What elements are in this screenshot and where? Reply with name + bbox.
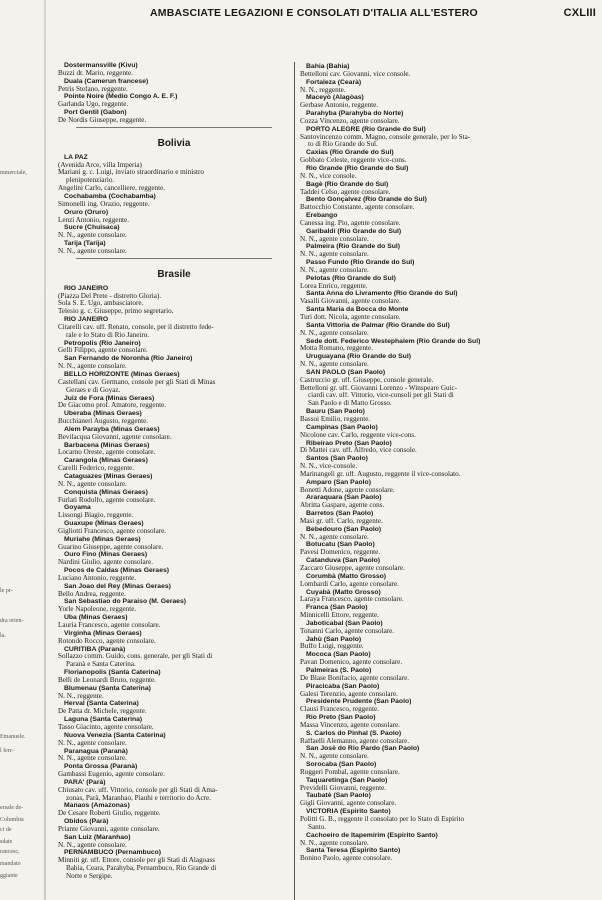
entry-line: Di Mattei cav. uff. Alfredo, vice console. <box>300 447 417 455</box>
entry-line: Bettelloni cav. Giovanni, vice console. <box>300 70 411 78</box>
entry-line: Lenzi Antonio, reggente. <box>58 216 129 224</box>
location-heading: PERNAMBUCO (Pernambuco) <box>64 849 162 857</box>
entry-continuation: Santo. <box>308 823 327 831</box>
entry-line: Simonelli ing. Orazio, reggente. <box>58 200 150 208</box>
entry-line: Garlanda Ugo, reggente. <box>58 101 129 109</box>
entry-line: Gelli Filippo, agente consolare. <box>58 347 148 355</box>
location-heading: Amparo (San Paolo) <box>306 478 371 486</box>
location-heading: Santa Anna do Livramento (Rio Grande do Sul) <box>306 290 458 298</box>
entry-line: N. N., agente consolare. <box>300 533 369 541</box>
location-heading: Bento Gonçalvez (Rio Grande do Sul) <box>306 196 427 204</box>
location-heading: CURITIBA (Paranà) <box>64 645 126 653</box>
location-heading: Piracicaba (San Paolo) <box>306 682 380 690</box>
location-heading: Barretos (San Paolo) <box>306 510 374 518</box>
location-heading: Petropolis (Rio Janeiro) <box>64 339 141 347</box>
entry-continuation: plenipotenziario. <box>66 177 115 185</box>
entry-line: Tonanni Carlo, agente consolare. <box>300 627 395 635</box>
entry-line: N. N., agente consolare. <box>300 361 369 369</box>
entry-line: Laraya Francesco, agente consolare. <box>300 596 404 604</box>
location-heading: Uba (Minas Geraes) <box>64 614 128 622</box>
entry-line: Nicolone cav. Carlo, reggente vice-cons. <box>300 431 416 439</box>
entry-line: N. N., agente consolare. <box>300 329 369 337</box>
entry-line: Masi gr. uff. Carlo, reggente. <box>300 517 383 525</box>
entry-line: Buzzi dr. Mario, reggente. <box>58 69 133 77</box>
margin-fragment: sdate <box>0 839 13 845</box>
entry-line: Carelli Federico, reggente. <box>58 465 135 473</box>
location-heading: Nuova Venezia (Santa Caterina) <box>64 731 166 739</box>
entry-line: Rotondo Rocco, agente consolare. <box>58 637 156 645</box>
entry-line: Zaccaro Giuseppe, agente consolare. <box>300 565 405 572</box>
location-heading: Cachoeiro de Itapemirim (Espirito Santo) <box>306 831 438 839</box>
entry-line: N. N., vice console. <box>300 172 357 180</box>
entry-line: Massa Vincenzo, agente consolare. <box>300 721 400 729</box>
entry-line: Citarelli cav. uff. Renato, console, per il distretto fede- <box>58 323 214 331</box>
location-heading: Carangola (Minas Geraes) <box>64 457 148 465</box>
location-heading: Presidente Prudente (San Paolo) <box>306 698 412 706</box>
entry-line: Lorea Enrico, reggente. <box>300 282 368 290</box>
page-gutter <box>44 0 46 900</box>
entry-continuation: Norte e Sergipe. <box>66 873 113 880</box>
entry-line: Sollazzo comm. Guido, cons. generale, per gli Stati di <box>58 653 213 661</box>
entry-continuation: Bahia, Ceara, Parahyba, Pernambuco, Rio Grande di <box>66 865 217 873</box>
entry-line: Furlati Rodolfo, agente consolare. <box>58 496 156 504</box>
entry-line: Ruggeri Pombal, agente consolare. <box>300 768 400 776</box>
location-heading: Barbacena (Minas Geraes) <box>64 441 150 449</box>
entry-continuation: zonas, Parà, Maranhao, Piauhi e territorio do Acre. <box>66 794 211 802</box>
entry-line: Lissongi Biagio, reggente. <box>58 512 134 520</box>
entry-continuation: to di Rio Grande do Sul. <box>308 141 378 149</box>
entry-line: Chiusato cav. uff. Vittorio, console per gli Stati di Ama- <box>58 786 218 794</box>
location-heading: Dostermansville (Kivu) <box>64 62 138 69</box>
entry-line: Bello Andrea, reggente. <box>58 590 126 598</box>
location-heading: Fortaleza (Cearà) <box>306 78 362 86</box>
location-heading: Catanduva (San Paolo) <box>306 557 381 565</box>
location-heading: San Josè do Rio Pardo (San Paolo) <box>306 745 420 753</box>
location-heading: Ribeirao Preto (San Paolo) <box>306 439 392 447</box>
location-heading: Uruguayana (Rio Grande do Sul) <box>306 353 411 361</box>
entry-line: Pavesi Domenico, reggente. <box>300 549 381 557</box>
location-heading: Guaxupe (Minas Geraes) <box>64 520 144 528</box>
location-heading: Bahia (Bahia) <box>306 63 350 70</box>
location-heading: Bebedouro (San Paolo) <box>306 525 382 533</box>
location-heading: Obidos (Parà) <box>64 818 109 826</box>
location-heading: Maceyò (Alagòas) <box>306 94 364 102</box>
margin-fragment: rancesc, <box>0 849 20 855</box>
location-heading: Pointe Noire (Medio Congo A. E. F.) <box>64 93 178 101</box>
entry-line: Abritta Gaspare, agente cons. <box>300 502 385 510</box>
entry-line: Galesi Terenzio, agente consolare. <box>300 690 398 698</box>
location-heading: Caxias (Rio Grande do Sul) <box>306 149 394 157</box>
entry-line: N. N., vice-console. <box>300 463 358 471</box>
entry-line: Pavan Domenico, agente consolare. <box>300 659 403 667</box>
location-heading: Sucre (Chuisaca) <box>64 224 120 232</box>
location-heading: Corumbà (Matto Grosso) <box>306 572 387 580</box>
country-heading: Brasile <box>157 268 191 280</box>
location-heading: Uberaba (Minas Geraes) <box>64 410 142 418</box>
entry-line: Lauria Francesco, agente consolare. <box>58 622 161 629</box>
location-heading: Juiz de Fora (Minas Geraes) <box>64 394 155 402</box>
location-heading: San Sebastiao do Paraiso (M. Geraes) <box>64 598 187 606</box>
entry-continuation: rale e lo Stato di Rio Janeiro. <box>66 331 150 339</box>
location-heading: Araraquara (San Paolo) <box>306 494 382 502</box>
location-heading: Herval (Santa Caterina) <box>64 700 139 708</box>
location-heading: Santa Maria da Bocca do Monte <box>306 306 409 314</box>
entry-line: N. N., agente consolare. <box>58 247 127 255</box>
location-heading: Santa Vittoria de Palmar (Rio Grande do Sul) <box>306 321 450 329</box>
left-margin-bleed <box>0 0 40 900</box>
entry-line: De Blase Bonifacio, agente consolare. <box>300 674 410 682</box>
entry-line: Buffo Luigi, reggente. <box>300 643 364 651</box>
entry-line: Minnicelli Ettore, reggente. <box>300 612 379 620</box>
column-divider <box>294 62 295 900</box>
entry-line: Tasso Giacinto, agente consolare. <box>58 723 154 731</box>
entry-line: Minniti gr. uff. Ettore, console per gli Stati di Alagoass <box>58 857 215 865</box>
entry-line: Canessa ing. Pio, agente consolare. <box>300 219 401 227</box>
entry-line: Telesio g. c. Giuseppe, primo segretario. <box>58 308 174 316</box>
location-heading: Taquaretinga (San Paolo) <box>306 776 388 784</box>
location-heading: Rio Grande (Rio Grande do Sul) <box>306 164 409 172</box>
entry-line: N. N., agente consolare. <box>58 480 127 488</box>
entry-line: Bonino Paolo, agente consolare. <box>300 855 393 863</box>
location-heading: Jahù (San Paolo) <box>306 635 362 643</box>
entry-line: Vasalli Giovanni, agente consolare. <box>300 298 401 306</box>
entry-line: Priante Giovanni, agente consolare. <box>58 825 160 833</box>
entry-continuation: ciardi cav. uff. Vittorio, vice-consoli per gli Stati di <box>308 392 454 400</box>
location-heading: Santos (San Paolo) <box>306 455 368 463</box>
entry-line: Yorle Napoleone, reggente. <box>58 606 137 614</box>
location-heading: Oruro (Oruro) <box>64 208 109 216</box>
entry-line: Angelini Carlo, cancelliere, reggente. <box>58 185 166 193</box>
entry-line: N. N., agente consolare. <box>58 755 127 763</box>
entry-line: Gambassi Eugenio, agente consolare. <box>58 771 165 779</box>
margin-fragment: Columbia <box>0 817 24 823</box>
location-heading: Passo Fundo (Rio Grande do Sul) <box>306 259 415 267</box>
header-title: AMBASCIATE LEGAZIONI E CONSOLATI D'ITALIA ALL'ESTERO <box>150 7 478 19</box>
location-heading: Cuyabà (Matto Grosso) <box>306 588 381 596</box>
entry-line: Taddei Celso, agente consolare. <box>300 188 391 196</box>
location-heading: Palmeira (Rio Grande do Sul) <box>306 243 401 251</box>
entry-line: N. N., agente consolare. <box>300 235 369 243</box>
location-heading: Bagè (Rio Grande do Sul) <box>306 180 389 188</box>
entry-line: De Patta dr. Michele, reggente. <box>58 708 147 716</box>
entry-line: N. N., reggente. <box>58 692 104 700</box>
entry-line: N. N., agente consolare. <box>300 839 369 847</box>
entry-line: Politti G. B., reggente il consolato per lo Stato di Espirito <box>300 816 465 823</box>
location-heading: San Luiz (Maranhao) <box>64 833 131 841</box>
entry-line: De Nordis Giuseppe, reggente. <box>58 116 147 124</box>
entry-continuation: Geraes e di Goyaz. <box>66 386 121 394</box>
entry-line: Mariani g. c. Luigi, inviato straordinario e ministro <box>58 169 204 177</box>
location-heading: Cataguazes (Minas Geraes) <box>64 472 153 480</box>
entry-line: Luciano Antonio, reggente. <box>58 574 137 582</box>
location-heading: Conquista (Minas Geraes) <box>64 488 148 496</box>
margin-fragment: ersale de- <box>0 805 24 811</box>
location-heading: Paranagua (Paranà) <box>64 747 128 755</box>
location-heading: Cochabamba (Cochabamba) <box>64 192 156 200</box>
margin-fragment: Emanuele. <box>0 734 26 740</box>
location-heading: Erebango <box>306 212 338 220</box>
entry-line: N. N., reggente. <box>300 86 346 94</box>
location-heading: LA PAZ <box>64 153 88 161</box>
section-rule <box>58 125 290 130</box>
entry-line: Gigliotti Francesco, agente consolare. <box>58 527 167 535</box>
entry-line: N. N., agente consolare. <box>58 841 127 849</box>
location-heading: Goyama <box>64 504 91 512</box>
location-heading: Botucatu (San Paolo) <box>306 541 375 549</box>
margin-fragment: dra orien- <box>0 618 24 624</box>
entry-line: Petris Stefano, reggente. <box>58 85 128 93</box>
location-heading: Campinas (San Paolo) <box>306 423 378 431</box>
entry-line: Gerbase Antonio, reggente. <box>300 102 379 110</box>
location-heading: Sorocaba (San Paolo) <box>306 761 377 769</box>
location-heading: PORTO ALEGRE (Rio Grande do Sul) <box>306 125 426 133</box>
entry-line: N. N., agente consolare. <box>300 266 369 274</box>
location-heading: Pocos de Caldas (Minas Geraes) <box>64 567 170 575</box>
location-heading: Palmeiras (S. Paolo) <box>306 666 372 674</box>
location-heading: RIO JANEIRO <box>64 284 109 292</box>
entry-line: Bonetti Adone, agente consolare. <box>300 486 395 494</box>
location-heading: Duala (Camerun francese) <box>64 77 149 85</box>
location-heading: Ouro Fino (Minas Geraes) <box>64 551 148 559</box>
entry-line: De Giacomo prof. Amatore, reggente. <box>58 402 167 410</box>
entry-line: Santovincenzo comm. Magno, console generale, per lo Sta- <box>300 133 471 141</box>
entry-line: Previdelli Giovanni, reggente. <box>300 784 387 792</box>
location-heading: Muriahe (Minas Geraes) <box>64 535 141 543</box>
margin-fragment: l ferr- <box>0 748 14 754</box>
location-heading: Laguna (Santa Caterina) <box>64 716 143 724</box>
entry-line: Turi dott. Nicola, agente consolare. <box>300 314 401 321</box>
entry-line: Bettelloni gr. uff. Giovanni Lorenzo - Winspeare Guic- <box>300 384 458 392</box>
entry-line: (Avenida Arce, villa Imperia) <box>58 161 142 169</box>
entry-line: Clausi Francesco, reggente. <box>300 706 379 714</box>
entry-line: N. N., agente consolare. <box>300 251 369 259</box>
location-heading: Bauru (San Paolo) <box>306 408 365 416</box>
entry-line: Bevilacqua Giovanni, agente consolare. <box>58 433 172 441</box>
location-heading: Franca (San Paolo) <box>306 604 368 612</box>
location-heading: Ponta Grossa (Paranà) <box>64 763 138 771</box>
entry-line: N. N., agente consolare. <box>58 232 127 240</box>
location-heading: Jaboticabal (San Paolo) <box>306 619 383 627</box>
page-number: CXLIII <box>563 7 596 19</box>
entry-line: Marinangeli gr. uff. Augusto, reggente il vice-consolato. <box>300 470 461 478</box>
entry-line: N. N., agente consolare. <box>300 753 369 761</box>
entry-continuation: Paranà e Santa Caterina. <box>66 661 136 669</box>
location-heading: Florianopolis (Santa Caterina) <box>64 669 161 677</box>
entry-line: Cozza Vincenzo, agente consolare. <box>300 117 400 125</box>
entry-line: Raffaelli Alemanno, agente consolare. <box>300 737 410 745</box>
entry-continuation: San Paolo e di Matto Grosso. <box>308 400 392 408</box>
margin-fragment: ci de <box>0 827 12 833</box>
location-heading: Mococa (San Paolo) <box>306 651 371 659</box>
location-heading: Manaos (Amazonas) <box>64 802 130 810</box>
location-heading: San Fernando de Noronha (Rio Janeiro) <box>64 355 193 363</box>
location-heading: SAN PAOLO (San Paolo) <box>306 368 386 376</box>
right-column <box>300 63 600 900</box>
location-heading: Santa Teresa (Espirito Santo) <box>306 847 401 855</box>
margin-fragment: le pr- <box>0 588 13 594</box>
margin-fragment: mmerciale, <box>0 170 27 176</box>
location-heading: Virginha (Minas Geraes) <box>64 629 142 637</box>
entry-line: Bucchianeri Augusto, reggente. <box>58 418 149 426</box>
location-heading: PARA' (Parà) <box>64 778 106 786</box>
section-rule <box>58 256 290 261</box>
entry-line: Gobbato Celeste, reggente vice-cons. <box>300 157 407 165</box>
entry-line: N. N., agente consolare. <box>58 739 127 747</box>
running-header <box>150 4 596 22</box>
entry-line: Guarino Giuseppe, agente consolare. <box>58 543 164 551</box>
entry-line: Gigli Giovanni, agente consolare. <box>300 800 397 808</box>
entry-line: Battocchio Constante, agente consolare. <box>300 204 415 212</box>
margin-fragment: la. <box>0 633 6 639</box>
entry-line: Nardini Giulio, agente consolare. <box>58 559 153 567</box>
entry-line: (Piazza Del Prete - distretto Gloria). <box>58 292 162 300</box>
location-heading: Pelotas (Rio Grande do Sul) <box>306 274 396 282</box>
entry-line: Bassoi Emilio, reggente. <box>300 415 371 423</box>
entry-line: Belli de Leonardi Bruto, reggente. <box>58 676 156 684</box>
left-column <box>58 62 290 900</box>
entry-line: Castellani cav. Germano, console per gli Stati di Minas <box>58 378 216 386</box>
location-heading: Blumenau (Santa Caterina) <box>64 684 151 692</box>
location-heading: Port Gentil (Gabon) <box>64 109 127 117</box>
location-heading: Rio Preto (San Paolo) <box>306 714 376 722</box>
location-heading: Sede dott. Federico Westephalem (Rio Grande do Sul) <box>306 337 481 345</box>
location-heading: BELLO HORIZONTE (Minas Geraes) <box>64 371 180 378</box>
location-heading: RIO JANEIRO <box>64 316 109 324</box>
location-heading: Garibaldi (Rio Grande do Sul) <box>306 227 402 235</box>
entry-line: Locarno Oreste, agente consolare. <box>58 449 156 457</box>
location-heading: VICTORIA (Espirito Santo) <box>306 808 391 816</box>
location-heading: Alem Parayba (Minas Geraes) <box>64 425 160 433</box>
entry-line: Sola S. E. Ugo, ambasciatore. <box>58 300 144 308</box>
location-heading: San Joao del Rey (Minas Geraes) <box>64 582 171 590</box>
entry-line: Motta Romano, reggente. <box>300 345 373 353</box>
location-heading: Taubatè (San Paolo) <box>306 792 371 800</box>
location-heading: Tarija (Tarija) <box>64 240 106 248</box>
entry-line: Lombardi Carlo, agente consolare. <box>300 580 399 588</box>
margin-fragment: ggiante <box>0 873 18 879</box>
location-heading: Parahyba (Parahyba do Norte) <box>306 110 404 118</box>
margin-fragment: mandato <box>0 861 21 867</box>
entry-line: Castruccio gr. uff. Giuseppe, console generale. <box>300 376 434 384</box>
location-heading: S. Carlos do Pinhal (S. Paolo) <box>306 729 402 737</box>
entry-line: N. N., agente consolare. <box>58 363 127 371</box>
country-heading: Bolivia <box>157 137 191 149</box>
entry-line: De Cesare Roberti Giulio, reggente. <box>58 810 161 818</box>
